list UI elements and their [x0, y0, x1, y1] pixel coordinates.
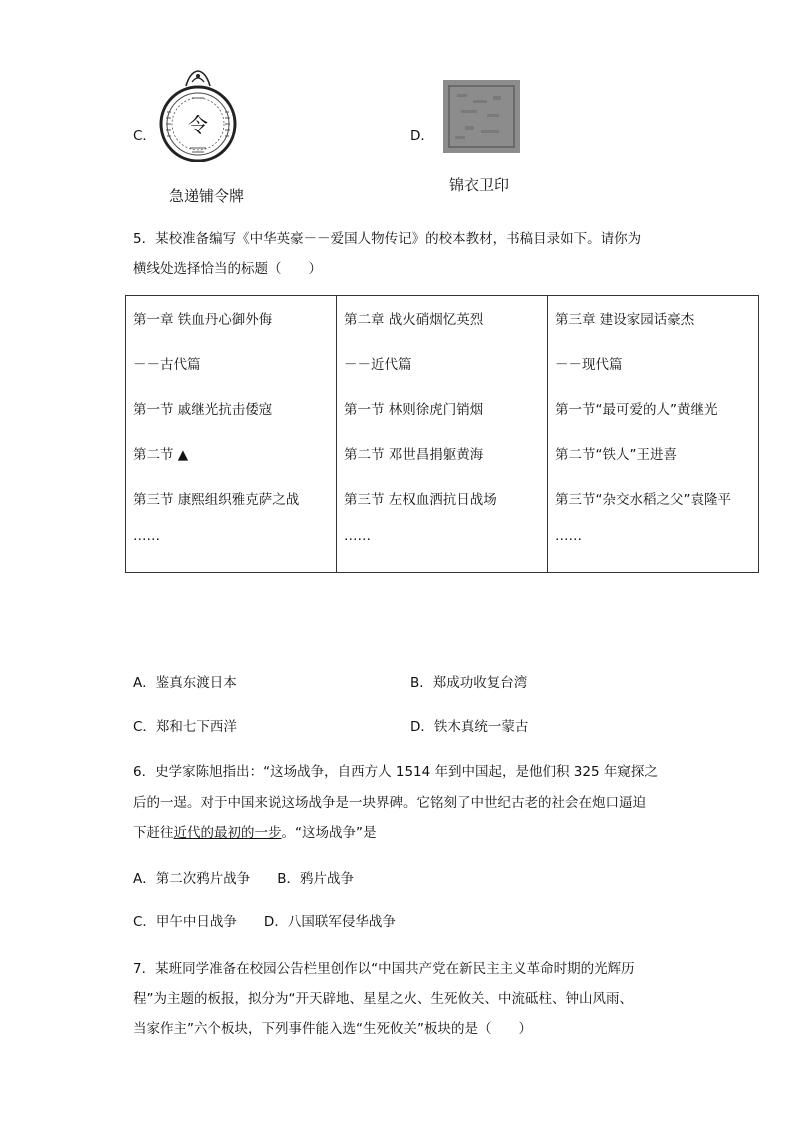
q5-option-a: A．鉴真东渡日本 [133, 675, 237, 691]
embroidered-guard-seal-image [443, 80, 520, 153]
q7-line1: 7．某班同学准备在校园公告栏里创作以“中国共产党在新民主主义革命时期的光辉历 [133, 961, 635, 977]
section-3: 第三节 康熙组织雅克萨之战 [133, 492, 300, 508]
q5-option-c: C．郑和七下西洋 [133, 719, 237, 735]
ellipsis: …… [133, 528, 160, 544]
toc-column-modern [337, 296, 548, 573]
q7-line2: 程”为主题的板报，拟分为“开天辟地、星星之火、生死攸关、中流砥柱、钟山风雨、 [133, 991, 633, 1007]
q6-line3 [133, 821, 377, 841]
chapter-title: 第二章 战火硝烟忆英烈 [344, 312, 484, 328]
section-3: 第三节 左权血洒抗日战场 [344, 492, 497, 508]
section-3: 第三节“杂交水稻之父”袁隆平 [555, 492, 731, 508]
q5-option-b: B．郑成功收复台湾 [410, 675, 528, 691]
toc-column-contemporary [548, 296, 759, 573]
q6-underlined-phrase: 近代的最初的一步 [173, 825, 282, 841]
chapter-title: 第一章 铁血丹心御外侮 [133, 312, 273, 328]
q6-line1: 6．史学家陈旭指出：“这场战争，自西方人 1514 年到中国起，是他们积 325 年窥探之 [133, 764, 658, 780]
chapter-part: －－古代篇 [133, 357, 201, 373]
option-c-caption: 急递铺令牌 [169, 187, 245, 205]
option-c-label: C． [133, 128, 156, 144]
ellipsis: …… [555, 528, 582, 544]
q5-option-d: D．铁木真统一蒙古 [410, 719, 529, 735]
ellipsis: …… [344, 528, 371, 544]
toc-column-ancient [126, 296, 337, 573]
q6-line3-pre: 下赶往 [133, 825, 174, 841]
q7-line3: 当家作主”六个板块，下列事件能入选“生死攸关”板块的是（ ） [133, 1021, 532, 1037]
q5-stem-line1: 5．某校准备编写《中华英豪－－爱国人物传记》的校本教材，书稿目录如下。请你为 [133, 231, 642, 247]
courier-token-image [156, 68, 240, 162]
q5-stem-line2: 横线处选择恰当的标题（ ） [133, 261, 322, 277]
q6-options-ab: A．第二次鸦片战争 B．鸦片战争 [133, 871, 354, 887]
section-1: 第一节“最可爱的人”黄继光 [555, 402, 718, 418]
option-d-caption: 锦衣卫印 [449, 176, 510, 194]
q6-options-cd: C．甲午中日战争 D．八国联军侵华战争 [133, 914, 396, 930]
seal-char: 令 [188, 113, 208, 137]
section-1: 第一节 林则徐虎门销烟 [344, 402, 484, 418]
chapter-part: －－现代篇 [555, 357, 623, 373]
option-d-label: D． [410, 128, 434, 144]
section-2: 第二节 邓世昌捐躯黄海 [344, 447, 484, 463]
chapter-title: 第三章 建设家园话豪杰 [555, 312, 695, 328]
chapter-part: －－近代篇 [344, 357, 412, 373]
section-2: 第二节“铁人”王进喜 [555, 447, 677, 463]
table-of-contents [125, 295, 759, 573]
section-1: 第一节 戚继光抗击倭寇 [133, 402, 273, 418]
q6-line3-post: 。“这场战争”是 [281, 825, 377, 841]
q6-line2: 后的一逞。对于中国来说这场战争是一块界碑。它铭刻了中世纪古老的社会在炮口逼迫 [133, 795, 646, 811]
section-2: 第二节 ▲ [133, 447, 189, 463]
